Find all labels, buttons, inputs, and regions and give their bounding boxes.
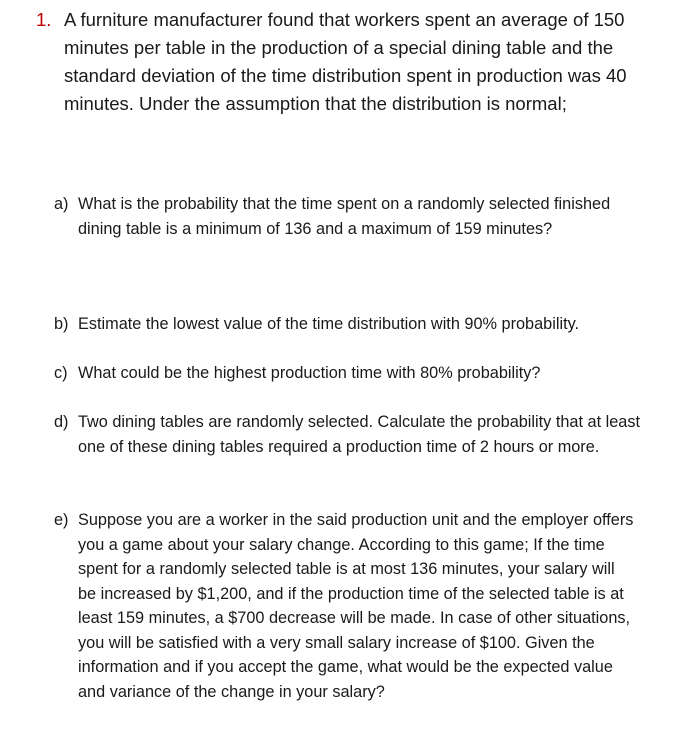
part-d: [54, 410, 644, 459]
part-e: [54, 508, 634, 704]
part-d-letter: d): [54, 413, 69, 431]
question-number: 1.: [36, 9, 52, 30]
part-c-letter: c): [54, 364, 68, 382]
question-stem: A furniture manufacturer found that workers spent an average of 150 minutes per table in the production of a special dining table and the standard deviation of the time distribution spent in production was 40 minutes. Under the assumption that the distribution is normal;: [64, 9, 627, 114]
question-1: [36, 6, 656, 118]
part-a-text: What is the probability that the time spent on a randomly selected finished dining table is a minimum of 136 and a maximum of 159 minutes?: [78, 195, 611, 238]
part-b-text: Estimate the lowest value of the time distribution with 90% probability.: [78, 315, 580, 333]
part-b: [54, 312, 644, 337]
part-d-text: Two dining tables are randomly selected. Calculate the probability that at least one of these dining tables required a production time of 2 hours or more.: [78, 413, 641, 456]
part-a-letter: a): [54, 195, 69, 213]
part-e-letter: e): [54, 511, 69, 529]
part-b-letter: b): [54, 315, 69, 333]
part-a: [54, 192, 644, 241]
part-c: [54, 361, 644, 386]
part-e-text: Suppose you are a worker in the said production unit and the employer offers you a game about your salary change. According to this game; If the time spent for a randomly selected table is at most 136 minutes, your salary will be increased by $1,200, and if the production time of the selected table is at least 159 minutes, a $700 decrease will be made. In case of other situations, you will be satisfied with a very small salary increase of $100. Given the information and if you accept the game, what would be the expected value and variance of the change in your salary?: [78, 511, 634, 701]
part-c-text: What could be the highest production time with 80% probability?: [78, 364, 541, 382]
